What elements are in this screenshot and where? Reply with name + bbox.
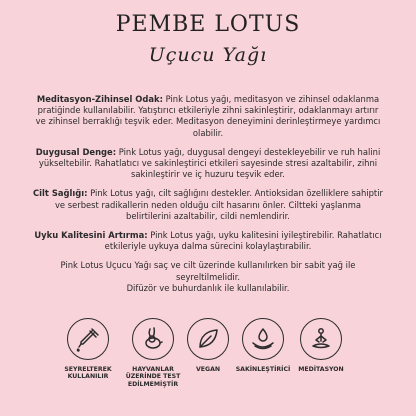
- badge-label: HAYVANLAR ÜZERİNDE TEST EDİLMEMİŞTİR: [125, 366, 181, 388]
- badge-calming: [231, 318, 295, 373]
- section-sleep-quality: [32, 230, 384, 252]
- usage-note-line2: Difüzör ve buhurdanlık ile kullanılabilir.: [126, 282, 290, 293]
- section-text: Pink Lotus yağı, cilt sağlığını destekler. Antioksidan özelliklere sahiptir ve serbest radikallerin neden olduğu cilt hasarını önler. Ciltteki yaşlanma belirtilerini azaltabilir, cildi nemlendirir.: [54, 188, 383, 221]
- section-heading: Uyku Kalitesini Artırma:: [34, 230, 148, 241]
- section-meditation: [32, 94, 384, 139]
- section-skin-health: [32, 188, 384, 222]
- cruelty-free-rabbit-icon: [132, 318, 174, 360]
- badge-meditation: [289, 318, 353, 373]
- section-text: Pink Lotus yağı, duygusal dengeyi destekleyebilir ve ruh halini yükseltebilir. Rahatlatıcı ve sakinleştirici etkileri sayesinde stresi azaltabilir, zihni sakinleştirir ve iç huzuru teşvik eder.: [38, 146, 381, 180]
- section-heading: Duygusal Denge:: [35, 146, 117, 157]
- product-subtitle: Uçucu Yağı: [148, 44, 268, 66]
- section-emotional-balance: [32, 147, 384, 181]
- badge-label: SAKİNLEŞTİRİCİ: [235, 366, 291, 373]
- usage-note: [32, 260, 384, 294]
- description-content: [32, 94, 384, 302]
- feature-badges: [0, 318, 416, 408]
- section-heading: Meditasyon-Zihinsel Odak:: [36, 94, 163, 104]
- badge-dilute: [56, 318, 120, 381]
- product-title: PEMBE LOTUS: [115, 12, 301, 37]
- usage-note-line1: Pink Lotus Uçucu Yağı saç ve cilt üzerinde kullanılırken bir sabit yağ ile seyreltilmelidir.: [60, 260, 356, 282]
- section-heading: Cilt Sağlığı:: [33, 188, 88, 199]
- badge-label: VEGAN: [195, 366, 221, 373]
- section-text: Pink Lotus yağı, uyku kalitesini iyileştirebilir. Rahatlatıcı etkileriyle uykuya dalma sürecini kolaylaştırabilir.: [104, 230, 382, 252]
- calming-drop-icon: [242, 318, 284, 360]
- dropper-icon: [67, 318, 109, 360]
- section-text: Pink Lotus yağı, meditasyon ve zihinsel odaklanma pratiğinde kullanılabilir. Yatıştırıcı etkileriyle zihni sakinleştirir, odaklanmayı artırır ve zihinsel berraklığı teşvik eder. Meditasyon deneyimini derinleştirmeye yardımcı olabilir.: [35, 94, 381, 138]
- badge-label: SEYRELTEREK KULLANILIR: [64, 366, 112, 381]
- badge-label: MEDİTASYON: [298, 366, 344, 373]
- meditation-icon: [300, 318, 342, 360]
- vegan-leaf-icon: [187, 318, 229, 360]
